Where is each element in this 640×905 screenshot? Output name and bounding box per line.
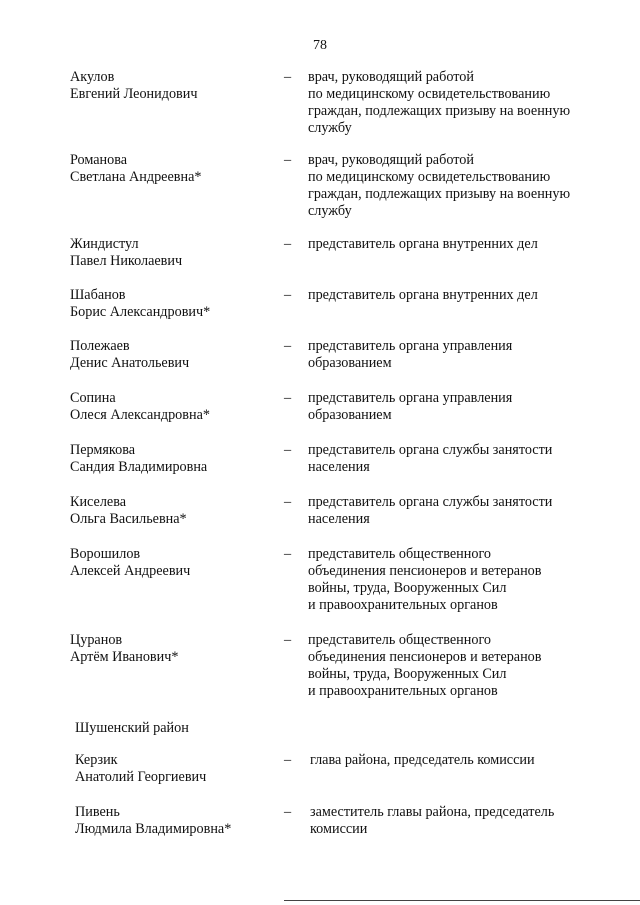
role-line: комиссии bbox=[310, 821, 368, 837]
role-line: войны, труда, Вооруженных Сил bbox=[308, 580, 507, 596]
member-name bbox=[70, 287, 280, 321]
role-line: заместитель главы района, председатель bbox=[310, 804, 555, 820]
member-role bbox=[308, 338, 608, 372]
role-line: врач, руководящий работой bbox=[308, 69, 474, 85]
member-role bbox=[308, 69, 608, 137]
member-role bbox=[308, 546, 608, 614]
member-role bbox=[308, 287, 608, 304]
role-line: и правоохранительных органов bbox=[308, 683, 498, 699]
member-surname: Киселева bbox=[70, 494, 127, 510]
member-role bbox=[308, 494, 608, 528]
role-line: представитель органа внутренних дел bbox=[308, 287, 538, 303]
member-given-names: Олеся Александровна* bbox=[70, 407, 210, 423]
member-name bbox=[70, 390, 280, 424]
role-line: граждан, подлежащих призыву на военную bbox=[308, 103, 571, 119]
member-name bbox=[70, 152, 280, 186]
role-line: глава района, председатель комиссии bbox=[310, 752, 535, 768]
role-line: по медицинскому освидетельствованию bbox=[308, 86, 551, 102]
member-given-names: Анатолий Георгиевич bbox=[75, 769, 207, 785]
role-line: представитель органа службы занятости bbox=[308, 494, 553, 510]
role-line: образованием bbox=[308, 407, 392, 423]
role-line: объединения пенсионеров и ветеранов bbox=[308, 649, 542, 665]
role-line: войны, труда, Вооруженных Сил bbox=[308, 666, 507, 682]
member-name bbox=[70, 442, 280, 476]
role-line: населения bbox=[308, 459, 370, 475]
dash-separator: – bbox=[284, 152, 292, 168]
member-name bbox=[75, 752, 285, 786]
member-surname: Пивень bbox=[75, 804, 120, 820]
member-given-names: Павел Николаевич bbox=[70, 253, 183, 269]
dash-separator: – bbox=[284, 632, 292, 648]
dash-separator: – bbox=[284, 390, 292, 406]
member-given-names: Борис Александрович* bbox=[70, 304, 211, 320]
member-name bbox=[70, 338, 280, 372]
role-line: представитель органа внутренних дел bbox=[308, 236, 538, 252]
bottom-divider bbox=[284, 900, 640, 901]
role-line: представитель общественного bbox=[308, 546, 492, 562]
member-given-names: Ольга Васильевна* bbox=[70, 511, 187, 527]
member-role bbox=[308, 632, 608, 700]
page-number: 78 bbox=[313, 38, 327, 53]
member-surname: Пермякова bbox=[70, 442, 135, 458]
member-role bbox=[310, 752, 610, 769]
member-role bbox=[308, 442, 608, 476]
member-surname: Жиндистул bbox=[70, 236, 139, 252]
member-name bbox=[75, 804, 285, 838]
section-heading: Шушенский район bbox=[75, 720, 189, 736]
member-surname: Романова bbox=[70, 152, 128, 168]
member-name bbox=[70, 632, 280, 666]
member-name bbox=[70, 494, 280, 528]
member-given-names: Светлана Андреевна* bbox=[70, 169, 202, 185]
role-line: по медицинскому освидетельствованию bbox=[308, 169, 551, 185]
member-surname: Полежаев bbox=[70, 338, 130, 354]
role-line: объединения пенсионеров и ветеранов bbox=[308, 563, 542, 579]
member-surname: Керзик bbox=[75, 752, 118, 768]
dash-separator: – bbox=[284, 338, 292, 354]
role-line: представитель органа службы занятости bbox=[308, 442, 553, 458]
member-role bbox=[308, 236, 608, 253]
member-given-names: Сандия Владимировна bbox=[70, 459, 208, 475]
dash-separator: – bbox=[284, 546, 292, 562]
role-line: населения bbox=[308, 511, 370, 527]
member-surname: Цуранов bbox=[70, 632, 123, 648]
dash-separator: – bbox=[284, 442, 292, 458]
member-name bbox=[70, 236, 280, 270]
member-surname: Ворошилов bbox=[70, 546, 141, 562]
role-line: и правоохранительных органов bbox=[308, 597, 498, 613]
role-line: представитель органа управления bbox=[308, 390, 513, 406]
member-role bbox=[310, 804, 610, 838]
dash-separator: – bbox=[284, 236, 292, 252]
dash-separator: – bbox=[284, 69, 292, 85]
member-given-names: Денис Анатольевич bbox=[70, 355, 190, 371]
member-given-names: Алексей Андреевич bbox=[70, 563, 191, 579]
role-line: службу bbox=[308, 120, 352, 136]
dash-separator: – bbox=[284, 494, 292, 510]
member-surname: Сопина bbox=[70, 390, 116, 406]
role-line: образованием bbox=[308, 355, 392, 371]
member-role bbox=[308, 152, 608, 220]
role-line: представитель общественного bbox=[308, 632, 492, 648]
role-line: граждан, подлежащих призыву на военную bbox=[308, 186, 571, 202]
member-role bbox=[308, 390, 608, 424]
role-line: службу bbox=[308, 203, 352, 219]
member-surname: Акулов bbox=[70, 69, 115, 85]
role-line: врач, руководящий работой bbox=[308, 152, 474, 168]
member-name bbox=[70, 69, 280, 103]
member-given-names: Евгений Леонидович bbox=[70, 86, 198, 102]
member-given-names: Артём Иванович* bbox=[70, 649, 179, 665]
member-name bbox=[70, 546, 280, 580]
dash-separator: – bbox=[284, 804, 292, 820]
dash-separator: – bbox=[284, 752, 292, 768]
member-surname: Шабанов bbox=[70, 287, 126, 303]
dash-separator: – bbox=[284, 287, 292, 303]
member-given-names: Людмила Владимировна* bbox=[75, 821, 232, 837]
role-line: представитель органа управления bbox=[308, 338, 513, 354]
